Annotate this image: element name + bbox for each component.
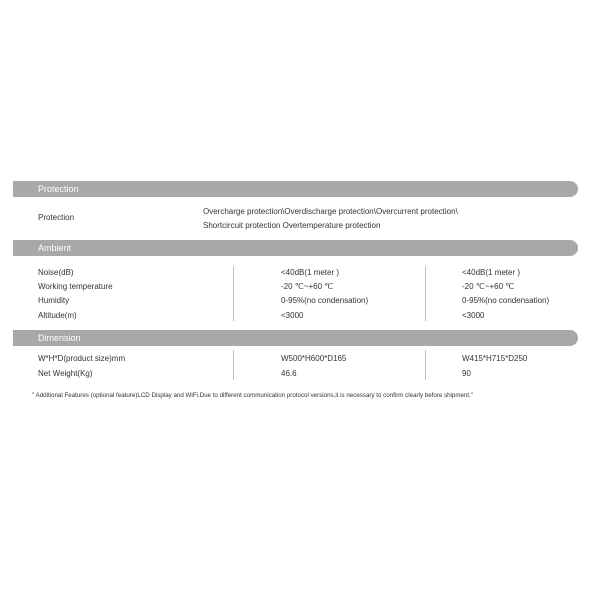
section-header-ambient	[13, 240, 578, 256]
row-label: Noise(dB)	[38, 268, 74, 277]
column-divider	[425, 266, 426, 321]
row-value-col2: W415*H715*D250	[462, 354, 528, 363]
row-label: Working temperature	[38, 282, 113, 291]
row-value-col2: -20 ℃~+60 ℃	[462, 282, 515, 291]
column-divider	[233, 350, 234, 380]
row-value-col1: 46.6	[281, 369, 297, 378]
protection-label: Protection	[38, 213, 75, 222]
section-header-protection	[13, 181, 578, 197]
row-value-col1: 0-95%(no condensation)	[281, 296, 369, 305]
section-header-dimension	[13, 330, 578, 346]
column-divider	[233, 266, 234, 321]
row-label: Humidity	[38, 296, 70, 305]
row-value-col1: -20 ℃~+60 ℃	[281, 282, 334, 291]
row-label: W*H*D(product size)mm	[38, 354, 126, 363]
row-value-col1: <3000	[281, 311, 304, 320]
row-value-col2: <3000	[462, 311, 485, 320]
row-value-col2: 0-95%(no condensation)	[462, 296, 550, 305]
row-value-col2: <40dB(1 meter )	[462, 268, 521, 277]
row-value-col1: W500*H600*D165	[281, 354, 347, 363]
section-title: Dimension	[38, 333, 81, 343]
row-label: Altitude(m)	[38, 311, 77, 320]
column-divider	[425, 350, 426, 380]
protection-text-line1: Overcharge protection\Overdischarge protection\Overcurrent protection\	[203, 207, 458, 216]
row-label: Net Weight(Kg)	[38, 369, 93, 378]
section-title: Protection	[38, 184, 79, 194]
row-value-col1: <40dB(1 meter )	[281, 268, 340, 277]
section-title: Ambient	[38, 243, 72, 253]
row-value-col2: 90	[462, 369, 471, 378]
footnote: " Additional Features (optional feature)LCD Display and WiFi.Due to different communication protocol versions,it is necessary to confirm clearly before shipment."	[32, 392, 474, 399]
protection-text-line2: Shortcircuit protection Overtemperature protection	[203, 221, 381, 230]
